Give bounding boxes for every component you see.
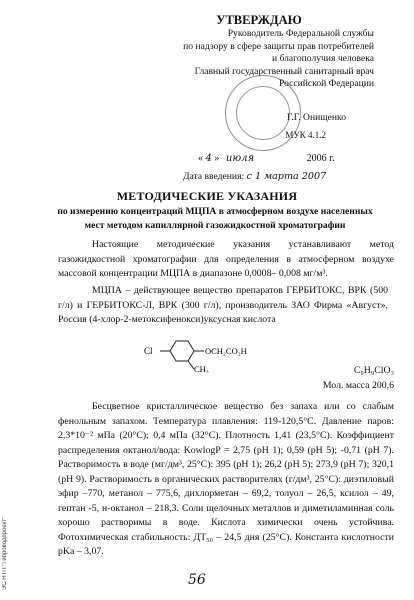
formula-cl: Cl — [144, 346, 153, 356]
introduction-date — [183, 171, 326, 182]
structural-formula — [136, 337, 266, 373]
date-close-quote: » — [214, 153, 220, 164]
document-title: МЕТОДИЧЕСКИЕ УКАЗАНИЯ — [116, 189, 298, 203]
formula-methyl: CH₃ — [194, 364, 209, 373]
formula-group: OCH₂CO₂H — [205, 346, 247, 356]
date-day: 4 — [205, 153, 212, 164]
molar-mass: Мол. масса 200,6 — [322, 380, 394, 391]
page-number: 56 — [188, 572, 206, 588]
date-year: 2006 г. — [306, 153, 335, 164]
subtitle-line-1: по измерению концентраций МЦПА в атмосферном воздухе населенных — [57, 206, 373, 217]
official-seal — [225, 75, 301, 151]
paragraph-scope: Настоящие методические указания устанавливают метод газожидкостной хроматографии для определения в атмосферном воздухе массовой концентрации МЦПА в диапазоне 0,0008– 0,008 мг/м³. — [58, 239, 394, 279]
side-note: ЭС НТП "Гипроводпроект" — [2, 516, 8, 590]
intro-date-value: с 1 марта 2007 — [246, 171, 327, 182]
approval-signer: Г.Г. Онищенко — [286, 112, 346, 124]
paragraph-substance: МЦПА – действующее вещество препаратов ГЕРБИТОКС, ВРК (500 г/л) и ГЕРБИТОКС-Л, ВРК (300 г/л), производитель ЗАО Фирма «Август», Россия (4-хлор-2-метоксифенокси)уксусная кислота — [58, 285, 388, 325]
molecular-formula: C₉H₉ClO₃ — [353, 365, 394, 376]
approval-line-1: Руководитель Федеральной службы — [227, 28, 374, 40]
approval-line-3: и благополучия человека — [271, 53, 374, 65]
date-open-quote: « — [198, 153, 203, 164]
subtitle-line-2: мест методом капиллярной газожидкостной хроматографии — [84, 219, 346, 231]
intro-date-label: Дата введения: — [183, 171, 245, 182]
date-month: июля — [225, 153, 255, 164]
paragraph-properties: Бесцветное кристаллическое вещество без запаха или со слабым фенольным запахом. Температура плавления: 119-120,5°С. Давление паров: 2,3*10⁻² мПа (20°С); 0,4 мПа (32°С). Плотность 1,41 (23,5°С). Коэффициент распределения октанол/вода: KowlogP = 2,75 (pH 1); 0,59 (pH 5); -0,71 (pH 7). Растворимость в воде (мг/дм³, 25°С): 395 (pH 1); 26,2 (pH 5); 273,9 (pH 7); 320,1 (pH 9). Растворимость в органических растворителях (г/дм³, 25°С): диэтиловый эфир –770, метанол – 775,6, дихлорметан – 69,2, толуол – 26,5, ксилол – 49, гептан -5, н-октанол – 218,3. Соли щелочных металлов и диметиламинная соль хорошо растворимы в воде. Кислота химически очень устойчива. Фотохимическая стабильность: ДТ₅₀ – 24,5 дня (25°С). Константа кислотности pKa – 3,07. — [58, 401, 394, 557]
approval-doc-code: МУК 4.1.2 — [285, 129, 326, 140]
approval-heading: УТВЕРЖДАЮ — [216, 13, 302, 27]
approval-line-5: Российской Федерации — [279, 78, 374, 90]
approval-line-4: Главный государственный санитарный врач — [194, 65, 374, 77]
approval-line-2: по надзору в сфере защиты прав потребителей — [183, 40, 374, 52]
approval-date — [198, 153, 335, 164]
document-subtitle — [20, 205, 410, 232]
